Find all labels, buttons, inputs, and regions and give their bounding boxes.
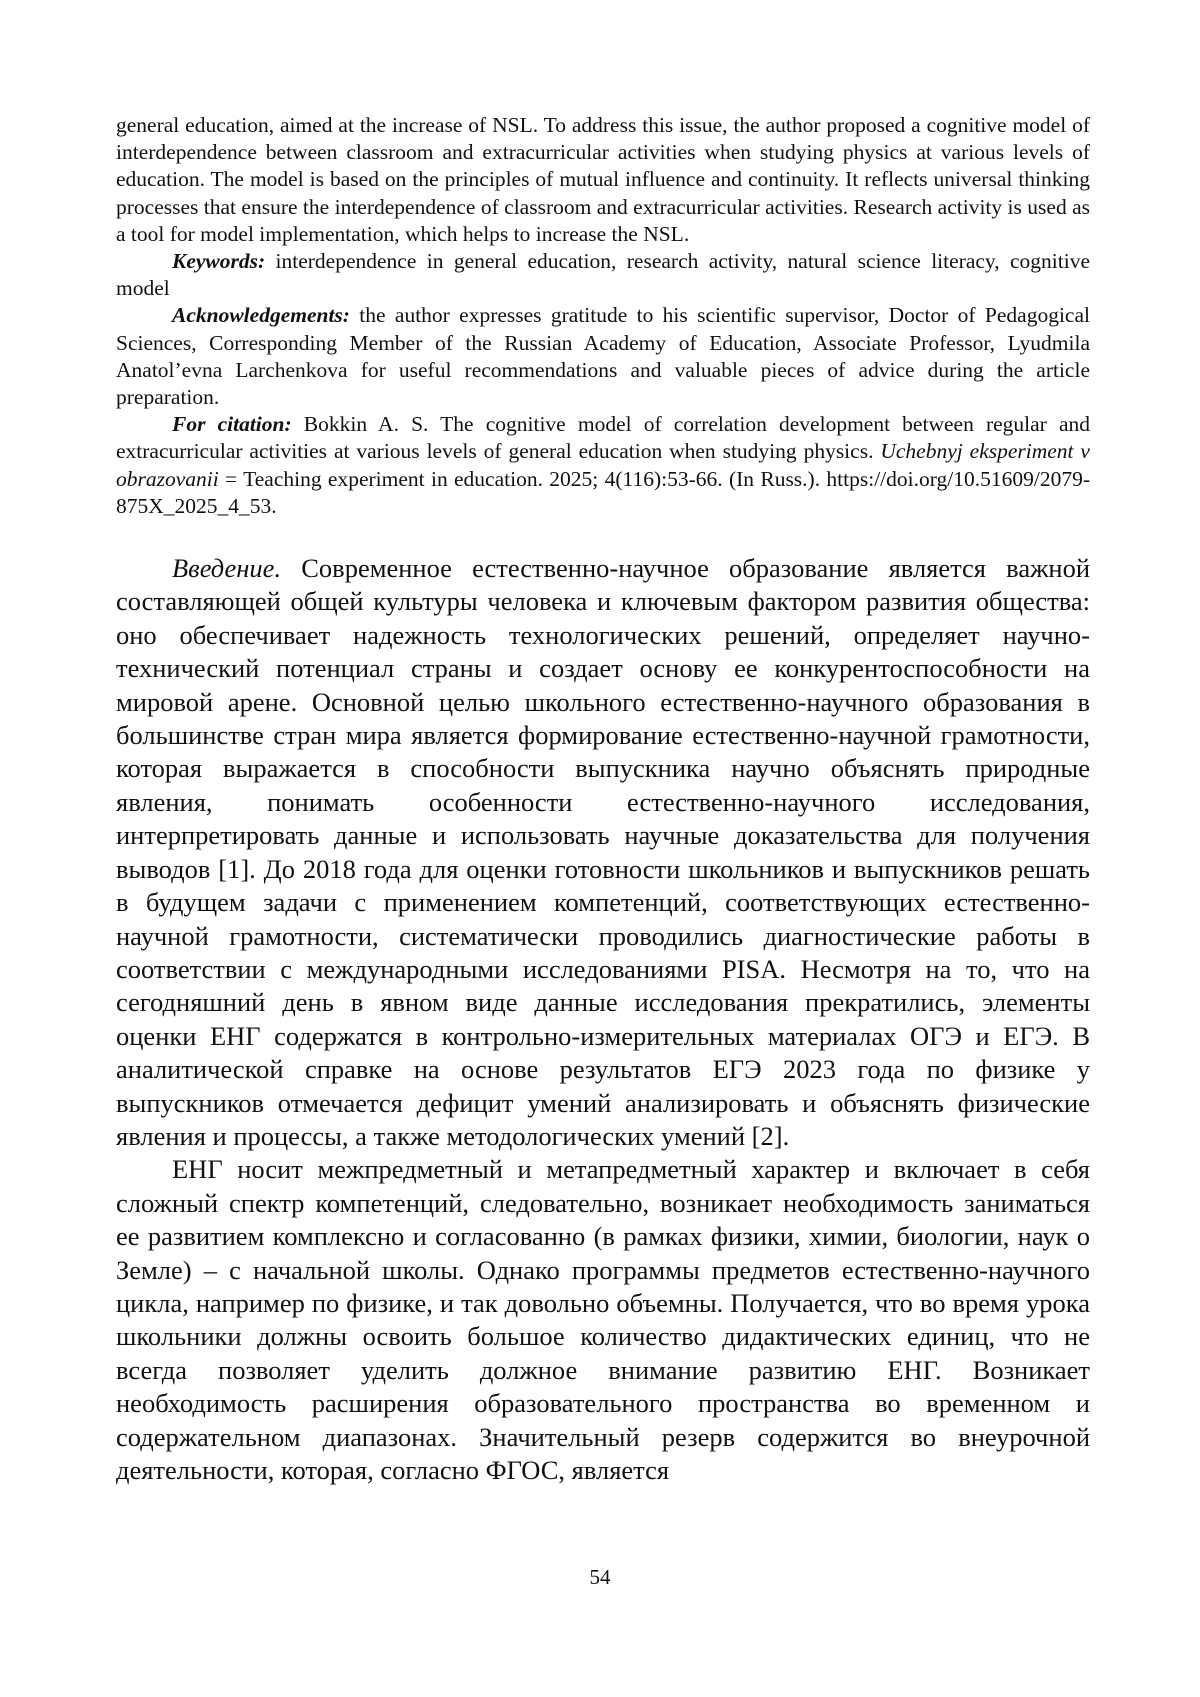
page-content	[116, 112, 1090, 1487]
article-body	[116, 552, 1090, 1487]
acknowledgements-label: Acknowledgements:	[172, 303, 350, 328]
acknowledgements-text: the author expresses gratitude to his scientific supervisor, Doctor of Pedagogical Sciences, Corresponding Member of the Russian Academy of Education, Associate Professor, Lyudmila Anatol’evna Larchenkova for useful recommendations and valuable pieces of advice during the article preparation.	[116, 303, 1090, 410]
keywords-label: Keywords:	[172, 249, 266, 274]
body-paragraph-2	[116, 1153, 1090, 1487]
intro-label: Введение.	[172, 553, 282, 584]
intro-text: Современное естественно-научное образование является важной составляющей общей культуры человека и ключевым фактором развития общества: оно обеспечивает надежность технологических решений, определяет научно-технический потенциал страны и создает основу ее конкурентоспособности на мировой арене. Основной целью школьного естественно-научного образования в большинстве стран мира является формирование естественно-научной грамотности, которая выражается в способности выпускника научно объяснять природные явления, понимать особенности естественно-научного исследования, интерпретировать данные и использовать научные доказательства для получения выводов [1]. До 2018 года для оценки готовности школьников и выпускников решать в будущем задачи с применением компетенций, соответствующих естественно-научной грамотности, систематически проводились диагностические работы в соответствии с международными исследованиями PISA. Несмотря на то, что на сегодняшний день в явном виде данные исследования прекратились, элементы оценки ЕНГ содержатся в контрольно-измерительных материалах ОГЭ и ЕГЭ. В аналитической справке на основе результатов ЕГЭ 2023 года по физике у выпускников отмечается дефицит умений анализировать и объяснять физические явления и процессы, а также методологических умений [2].	[116, 553, 1090, 1151]
citation-paragraph	[116, 411, 1090, 520]
intro-paragraph	[116, 552, 1090, 1153]
citation-text-after: = Teaching experiment in education. 2025; 4(116):53-66. (In Russ.). https://doi.org/10.51609/2079-875X_2025_4_53.	[116, 466, 1090, 518]
keywords-text: interdependence in general education, research activity, natural science literacy, cognitive model	[116, 249, 1090, 301]
citation-label: For citation:	[172, 412, 292, 437]
citation-journal: Uchebnyj eksperiment v obrazovanii	[116, 439, 1090, 491]
keywords-paragraph	[116, 248, 1090, 302]
body-paragraph-2-text: ЕНГ носит межпредметный и метапредметный характер и включает в себя сложный спектр компетенций, следовательно, возникает необходимость заниматься ее развитием комплексно и согласованно (в рамках физики, химии, биологии, наук о Земле) – с начальной школы. Однако программы предметов естественно-научного цикла, например по физике, и так довольно объемны. Получается, что во время урока школьники должны освоить большое количество дидактических единиц, что не всегда позволяет уделить должное внимание развитию ЕНГ. Возникает необходимость расширения образовательного пространства во временном и содержательном диапазонах. Значительный резерв содержится во внеурочной деятельности, которая, согласно ФГОС, является	[116, 1154, 1090, 1486]
page-number: 54	[589, 1565, 611, 1589]
abstract-continuation	[116, 112, 1090, 248]
citation-text-before: Bokkin A. S. The cognitive model of correlation development between regular and extracurricular activities at various levels of general education when studying physics.	[116, 412, 1090, 464]
acknowledgements-paragraph	[116, 302, 1090, 411]
abstract-text: general education, aimed at the increase of NSL. To address this issue, the author proposed a cognitive model of interdependence between classroom and extracurricular activities when studying physics at various levels of education. The model is based on the principles of mutual influence and continuity. It reflects universal thinking processes that ensure the interdependence of classroom and extracurricular activities. Research activity is used as a tool for model implementation, which helps to increase the NSL.	[116, 113, 1090, 246]
